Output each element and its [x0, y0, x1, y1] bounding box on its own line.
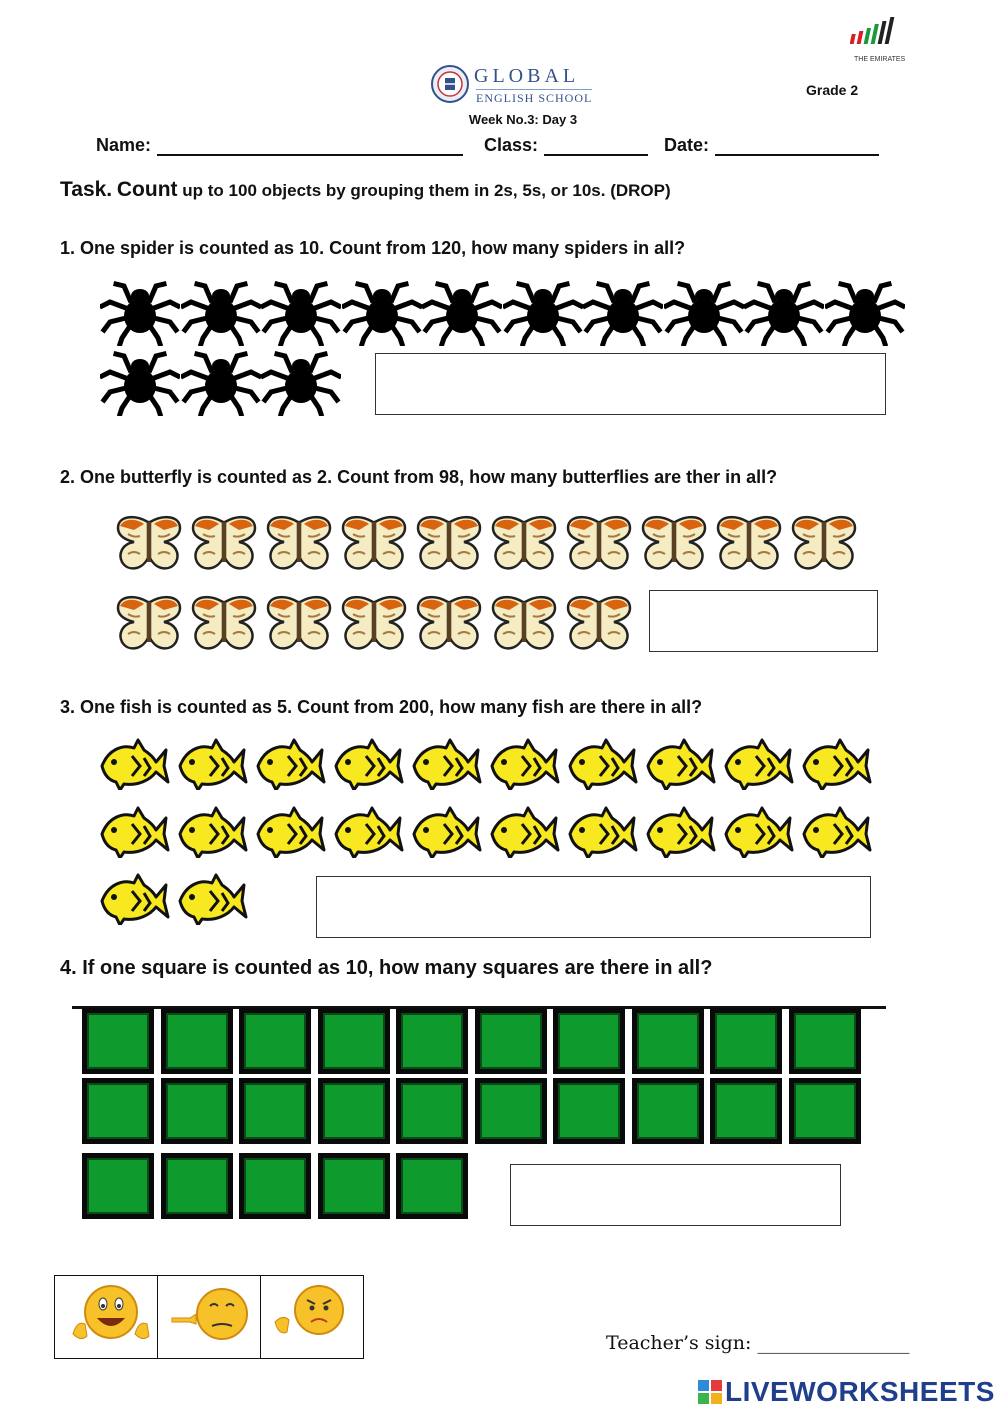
task-instruction — [60, 178, 671, 202]
fish-icon — [800, 738, 872, 790]
question-2: 2. One butterfly is counted as 2. Count from 98, how many butterflies are ther in all? — [60, 467, 778, 487]
task-label: Task. — [60, 178, 113, 201]
answer-box-4[interactable] — [510, 1164, 841, 1226]
logo-subtitle: ENGLISH SCHOOL — [476, 91, 593, 105]
butterfly-icon — [564, 594, 634, 654]
answer-box-1[interactable] — [375, 353, 886, 415]
emirates-caption: THE EMIRATES — [854, 56, 906, 63]
green-square-icon — [789, 1008, 861, 1074]
fish-icon — [176, 806, 248, 858]
butterfly-icon — [414, 594, 484, 654]
emirates-logo — [850, 14, 906, 72]
green-square-icon — [318, 1008, 390, 1074]
spider-icon — [583, 280, 663, 346]
emirates-bars-icon — [850, 14, 906, 54]
butterfly-icon — [339, 594, 409, 654]
fish-icon — [722, 806, 794, 858]
green-square-icon — [239, 1078, 311, 1144]
feedback-unhappy[interactable] — [261, 1276, 363, 1358]
green-square-icon — [710, 1078, 782, 1144]
green-square-icon — [318, 1153, 390, 1219]
fish-icon — [488, 806, 560, 858]
feedback-happy[interactable] — [55, 1276, 158, 1358]
school-crest-icon — [430, 64, 470, 104]
green-square-icon — [161, 1153, 233, 1219]
brand-text: LIVEWORKSHEETS — [725, 1376, 995, 1407]
fish-icon — [98, 873, 170, 925]
green-square-icon — [396, 1153, 468, 1219]
question-1: 1. One spider is counted as 10. Count from 120, how many spiders in all? — [60, 238, 686, 258]
task-text: up to 100 objects by grouping them in 2s, 5s, or 10s. (DROP) — [182, 181, 671, 200]
fish-icon — [410, 806, 482, 858]
spider-icon — [744, 280, 824, 346]
green-square-icon — [161, 1078, 233, 1144]
fish-icon — [332, 738, 404, 790]
answer-box-2[interactable] — [649, 590, 878, 652]
spider-icon — [100, 280, 180, 346]
liveworksheets-logo-icon — [698, 1380, 722, 1404]
school-logo — [430, 62, 610, 110]
green-square-icon — [82, 1078, 154, 1144]
fish-icon — [488, 738, 560, 790]
green-square-icon — [632, 1078, 704, 1144]
butterfly-icon — [264, 514, 334, 574]
green-square-icon — [632, 1008, 704, 1074]
green-square-icon — [396, 1078, 468, 1144]
green-square-icon — [789, 1078, 861, 1144]
date-label: Date: — [664, 135, 710, 155]
butterfly-icon — [264, 594, 334, 654]
green-square-icon — [475, 1078, 547, 1144]
green-square-icon — [161, 1008, 233, 1074]
fish-icon — [566, 806, 638, 858]
spider-icon — [181, 350, 261, 416]
teacher-sign: Teacher’s sign: ________________ — [606, 1332, 910, 1354]
fish-icon — [566, 738, 638, 790]
question-3: 3. One fish is counted as 5. Count from 200, how many fish are there in all? — [60, 697, 703, 717]
class-field[interactable] — [484, 135, 648, 156]
butterfly-icon — [189, 594, 259, 654]
fish-icon — [644, 738, 716, 790]
butterfly-icon — [489, 594, 559, 654]
liveworksheets-brand — [698, 1376, 995, 1408]
fish-icon — [98, 806, 170, 858]
fish-icon — [98, 738, 170, 790]
feedback-table — [54, 1275, 364, 1359]
green-square-icon — [318, 1078, 390, 1144]
feedback-unsure[interactable] — [158, 1276, 261, 1358]
green-square-icon — [710, 1008, 782, 1074]
spider-icon — [181, 280, 261, 346]
butterfly-icon — [714, 514, 784, 574]
green-square-icon — [239, 1153, 311, 1219]
spider-icon — [503, 280, 583, 346]
butterfly-icon — [189, 514, 259, 574]
butterfly-icon — [339, 514, 409, 574]
butterfly-icon — [114, 514, 184, 574]
fish-icon — [254, 806, 326, 858]
spider-icon — [422, 280, 502, 346]
spider-icon — [261, 350, 341, 416]
butterfly-icon — [639, 514, 709, 574]
green-square-icon — [396, 1008, 468, 1074]
unsure-pointing-emoji-icon — [166, 1282, 256, 1352]
green-square-icon — [82, 1008, 154, 1074]
fish-icon — [722, 738, 794, 790]
fish-icon — [176, 738, 248, 790]
spider-icon — [342, 280, 422, 346]
spider-icon — [261, 280, 341, 346]
happy-thumbs-up-emoji-icon — [63, 1282, 153, 1352]
green-square-icon — [553, 1008, 625, 1074]
fish-icon — [176, 873, 248, 925]
week-label: Week No.3: Day 3 — [468, 112, 578, 127]
spider-icon — [825, 280, 905, 346]
answer-box-3[interactable] — [316, 876, 871, 938]
green-square-icon — [82, 1153, 154, 1219]
butterfly-icon — [789, 514, 859, 574]
green-square-icon — [553, 1078, 625, 1144]
butterfly-icon — [489, 514, 559, 574]
spider-icon — [100, 350, 180, 416]
fish-icon — [254, 738, 326, 790]
fish-icon — [644, 806, 716, 858]
fish-icon — [332, 806, 404, 858]
butterfly-icon — [114, 594, 184, 654]
class-label: Class: — [484, 135, 539, 155]
date-field[interactable] — [664, 135, 879, 156]
green-square-icon — [239, 1008, 311, 1074]
fish-icon — [800, 806, 872, 858]
fish-icon — [410, 738, 482, 790]
logo-name: GLOBAL — [474, 65, 580, 87]
unhappy-thumbs-down-emoji-icon — [269, 1282, 359, 1352]
name-label: Name: — [96, 135, 152, 155]
spider-icon — [664, 280, 744, 346]
task-keyword: Count — [116, 178, 178, 201]
grade-label: Grade 2 — [806, 82, 859, 98]
name-field[interactable] — [96, 135, 463, 156]
butterfly-icon — [414, 514, 484, 574]
question-4: 4. If one square is counted as 10, how many squares are there in all? — [60, 957, 713, 979]
butterfly-icon — [564, 514, 634, 574]
green-square-icon — [475, 1008, 547, 1074]
